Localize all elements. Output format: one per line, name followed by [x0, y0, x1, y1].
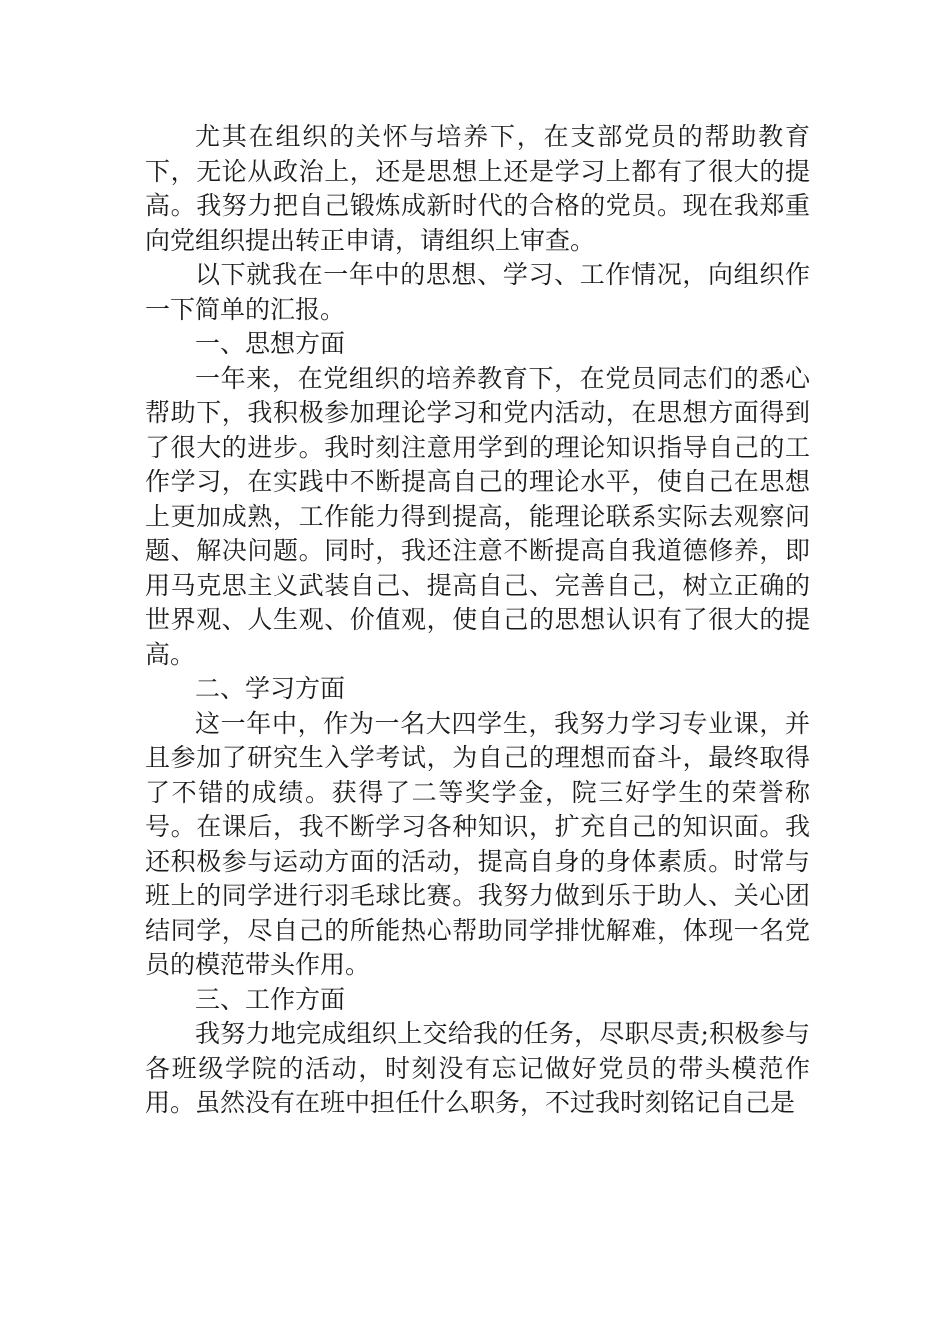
section-heading-study: 二、学习方面 — [195, 674, 346, 703]
paragraph-work: 我努力地完成组织上交给我的任务，尽职尽责;积极参与各班级学院的活动，时刻没有忘记做好党员的带头模范作用。虽然没有在班中担任什么职务，不过我时刻铭记自己是 — [145, 1019, 810, 1117]
section-heading-work: 三、工作方面 — [195, 984, 346, 1014]
paragraph-report-intro: 以下就我在一年中的思想、学习、工作情况，向组织作一下简单的汇报。 — [145, 260, 810, 324]
paragraph-thought: 一年来，在党组织的培养教育下，在党员同志们的悉心帮助下，我积极参加理论学习和党内活动，在思想方面得到了很大的进步。我时刻注意用学到的理论知识指导自己的工作学习，在实践中不断提高自己的理论水平，使自己在思想上更加成熟，工作能力得到提高，能理论联系实际去观察问题、解决问题。同时，我还注意不断提高自我道德修养，即用马克思主义武装自己、提高自己、完善自己，树立正确的世界观、人生观、价值观，使自己的思想认识有了很大的提高。 — [145, 363, 810, 669]
paragraph-study: 这一年中，作为一名大四学生，我努力学习专业课，并且参加了研究生入学考试，为自己的理想而奋斗，最终取得了不错的成绩。获得了二等奖学金，院三好学生的荣誉称号。在课后，我不断学习各种知识，扩充自己的知识面。我还积极参与运动方面的活动，提高自身的身体素质。时常与班上的同学进行羽毛球比赛。我努力做到乐于助人、关心团结同学，尽自己的所能热心帮助同学排忧解难，体现一名党员的模范带头作用。 — [145, 708, 810, 979]
document-body — [145, 120, 810, 1121]
paragraph-intro-continuation: 尤其在组织的关怀与培养下，在支部党员的帮助教育下，无论从政治上，还是思想上还是学习上都有了很大的提高。我努力把自己锻炼成新时代的合格的党员。现在我郑重向党组织提出转正申请，请组织上审查。 — [145, 122, 810, 255]
section-heading-thought: 一、思想方面 — [195, 329, 346, 358]
